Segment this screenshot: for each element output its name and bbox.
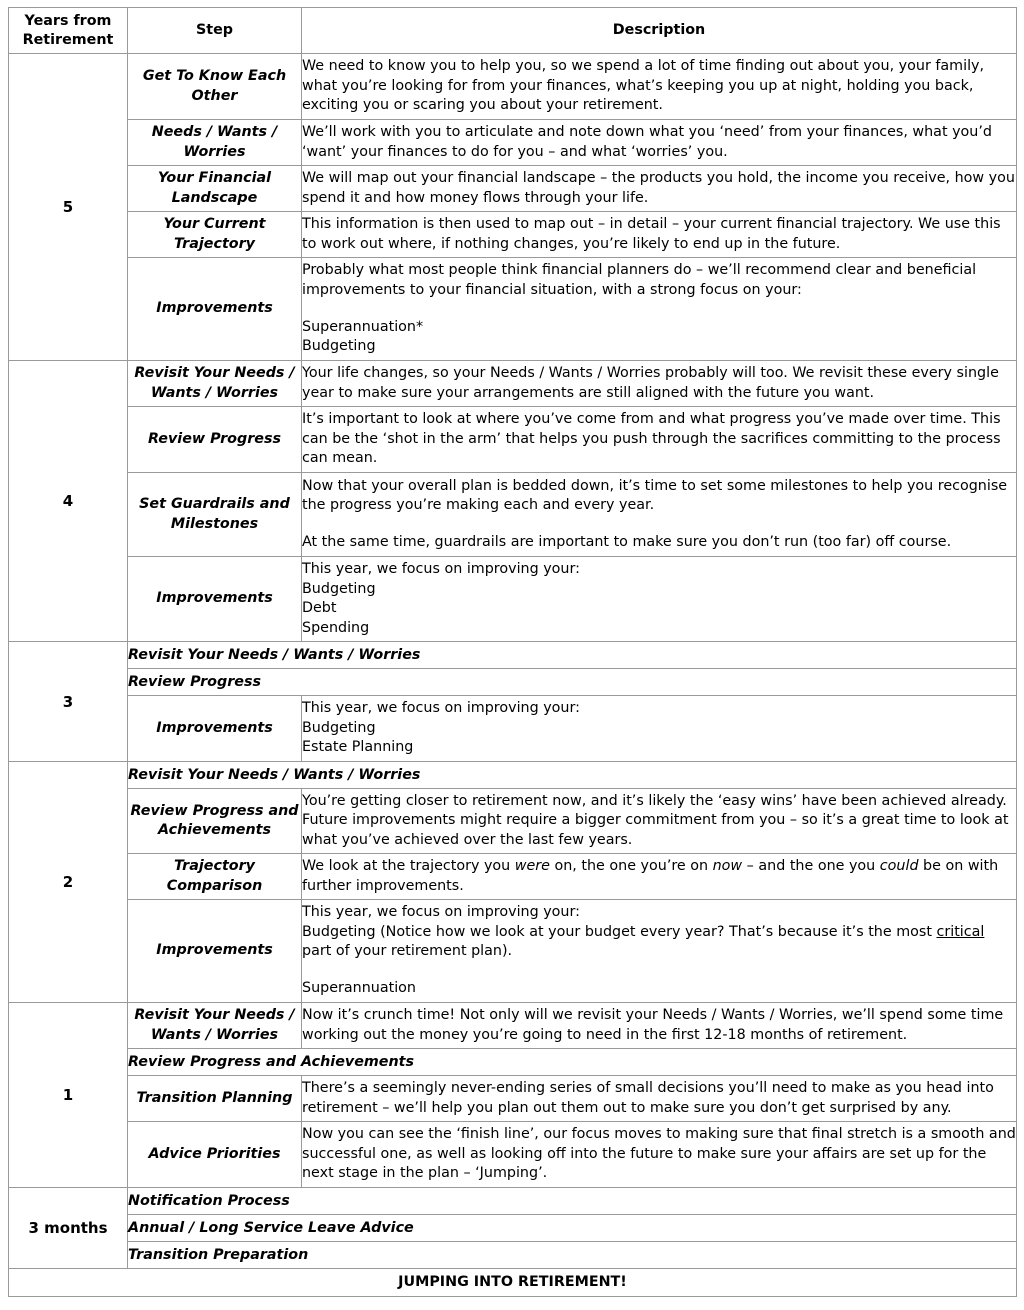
table-row (9, 789, 1017, 854)
description-cell (302, 258, 1017, 361)
table-row (9, 407, 1017, 473)
table-row (9, 1188, 1017, 1215)
step-cell: Improvements (128, 900, 302, 1003)
table-row (9, 642, 1017, 669)
list-item: Superannuation* (302, 318, 424, 335)
table-row (9, 1122, 1017, 1188)
step-cell: Review Progress (128, 407, 302, 473)
description-text: This year, we focus on improving your: (302, 904, 580, 921)
table-row (9, 557, 1017, 642)
list-item: Superannuation (302, 980, 416, 997)
step-cell: Your Financial Landscape (128, 166, 302, 212)
step-cell: Your Current Trajectory (128, 212, 302, 258)
table-row (9, 696, 1017, 762)
emphasis-text: now (712, 858, 743, 874)
list-item: Spending (302, 619, 370, 636)
years-header: Years from Retirement (9, 8, 128, 54)
table-row (9, 54, 1017, 120)
list-item: Debt (302, 600, 337, 616)
table-row (9, 166, 1017, 212)
description-text: be on with further improvements. (302, 858, 999, 894)
description-cell: It’s important to look at where you’ve come from and what progress you’ve made over time. This can be the ‘shot in the arm’ that helps you push through the sacrifices committing to the process can mean. (302, 407, 1017, 473)
description-text: – and the one you (742, 858, 880, 874)
description-cell: We will map out your financial landscape – the products you hold, the income you receive, how you spend it and how money flows through your life. (302, 166, 1017, 212)
step-cell: Review Progress (128, 669, 1017, 696)
year-5-cell: 5 (9, 54, 128, 361)
description-cell (302, 696, 1017, 762)
description-cell: You’re getting closer to retirement now, and it’s likely the ‘easy wins’ have been achieved already. Future improvements might require a bigger commitment from you – so it’s a great time to look at what you’ve achieved over the last few years. (302, 789, 1017, 854)
year-1-cell: 1 (9, 1003, 128, 1188)
emphasis-text: were (514, 858, 550, 874)
description-cell: Now you can see the ‘finish line’, our focus moves to making sure that final stretch is a smooth and successful one, as well as looking off into the future to make sure your affairs are set up for the next stage in the plan – ‘Jumping’. (302, 1122, 1017, 1188)
table-row (9, 854, 1017, 900)
header-row (9, 8, 1017, 54)
description-header: Description (302, 8, 1017, 54)
step-cell: Notification Process (128, 1188, 1017, 1215)
list-item: Estate Planning (302, 739, 414, 756)
description-text: Budgeting (Notice how we look at your budget every year? That’s because it’s the most (302, 923, 937, 940)
list-item: Budgeting (302, 338, 376, 355)
list-item (302, 923, 1016, 962)
step-cell: Needs / Wants / Worries (128, 120, 302, 166)
step-cell: Review Progress and Achievements (128, 1049, 1017, 1076)
description-text: Probably what most people think financial planners do – we’ll recommend clear and beneficial improvements to your financial situation, with a strong focus on your: (302, 262, 977, 298)
description-cell (302, 473, 1017, 557)
description-cell: We’ll work with you to articulate and note down what you ‘need’ from your finances, what you’d ‘want’ your finances to do for you – and what ‘worries’ you. (302, 120, 1017, 166)
emphasis-text: could (879, 858, 919, 874)
step-cell: Transition Preparation (128, 1242, 1017, 1269)
description-cell: We need to know you to help you, so we spend a lot of time finding out about you, your family, what you’re looking for from your finances, what’s keeping you up at night, holding you back, exciting you or scaring you about your retirement. (302, 54, 1017, 120)
description-text: We look at the trajectory you (302, 858, 515, 874)
description-cell: Your life changes, so your Needs / Wants / Worries probably will too. We revisit these every single year to make sure your arrangements are still aligned with the future you want. (302, 361, 1017, 407)
table-row (9, 669, 1017, 696)
step-header: Step (128, 8, 302, 54)
underlined-text: critical (936, 923, 985, 940)
jumping-banner: JUMPING INTO RETIREMENT! (9, 1269, 1017, 1297)
step-cell: Set Guardrails and Milestones (128, 473, 302, 557)
table-row (9, 1003, 1017, 1049)
description-text: This year, we focus on improving your: (302, 561, 580, 577)
step-cell: Revisit Your Needs / Wants / Worries (128, 762, 1017, 789)
list-item: Budgeting (302, 580, 376, 597)
table-row (9, 120, 1017, 166)
step-cell: Improvements (128, 557, 302, 642)
table-row (9, 900, 1017, 1003)
description-cell: Now it’s crunch time! Not only will we revisit your Needs / Wants / Worries, we’ll spend some time working out the money you’re going to need in the first 12-18 months of retirement. (302, 1003, 1017, 1049)
year-3-months-cell: 3 months (9, 1188, 128, 1269)
description-cell: This information is then used to map out – in detail – your current financial trajectory. We use this to work out where, if nothing changes, you’re likely to end up in the future. (302, 212, 1017, 258)
table-row (9, 762, 1017, 789)
list-item: Budgeting (302, 719, 376, 736)
description-cell (302, 900, 1017, 1003)
table-row (9, 1049, 1017, 1076)
year-4-cell: 4 (9, 361, 128, 642)
description-text: This year, we focus on improving your: (302, 700, 580, 717)
description-text: Now that your overall plan is bedded down, it’s time to set some milestones to help you recognise the progress you’re making each and every year. (302, 477, 1008, 513)
description-text: on, the one you’re on (549, 858, 713, 874)
table-row (9, 361, 1017, 407)
step-cell: Improvements (128, 696, 302, 762)
description-cell (302, 854, 1017, 900)
step-cell: Revisit Your Needs / Wants / Worries (128, 642, 1017, 669)
table-row (9, 1215, 1017, 1242)
table-row (9, 1242, 1017, 1269)
step-cell: Revisit Your Needs / Wants / Worries (128, 1003, 302, 1049)
step-cell: Revisit Your Needs / Wants / Worries (128, 361, 302, 407)
year-2-cell: 2 (9, 762, 128, 1003)
step-cell: Improvements (128, 258, 302, 361)
table-row (9, 1076, 1017, 1122)
step-cell: Annual / Long Service Leave Advice (128, 1215, 1017, 1242)
description-cell (302, 557, 1017, 642)
table-row (9, 212, 1017, 258)
year-3-cell: 3 (9, 642, 128, 762)
step-cell: Review Progress and Achievements (128, 789, 302, 854)
step-cell: Advice Priorities (128, 1122, 302, 1188)
table-row (9, 473, 1017, 557)
description-cell: There’s a seemingly never-ending series of small decisions you’ll need to make as you head into retirement – we’ll help you plan out them out to make sure you don’t get surprised by any. (302, 1076, 1017, 1122)
table-row (9, 258, 1017, 361)
footer-row (9, 1269, 1017, 1297)
step-cell: Trajectory Comparison (128, 854, 302, 900)
step-cell: Get To Know Each Other (128, 54, 302, 120)
description-text: part of your retirement plan). (302, 943, 513, 960)
description-text: At the same time, guardrails are important to make sure you don’t run (too far) off course. (302, 534, 952, 550)
retirement-plan-table (8, 7, 1017, 1297)
step-cell: Transition Planning (128, 1076, 302, 1122)
